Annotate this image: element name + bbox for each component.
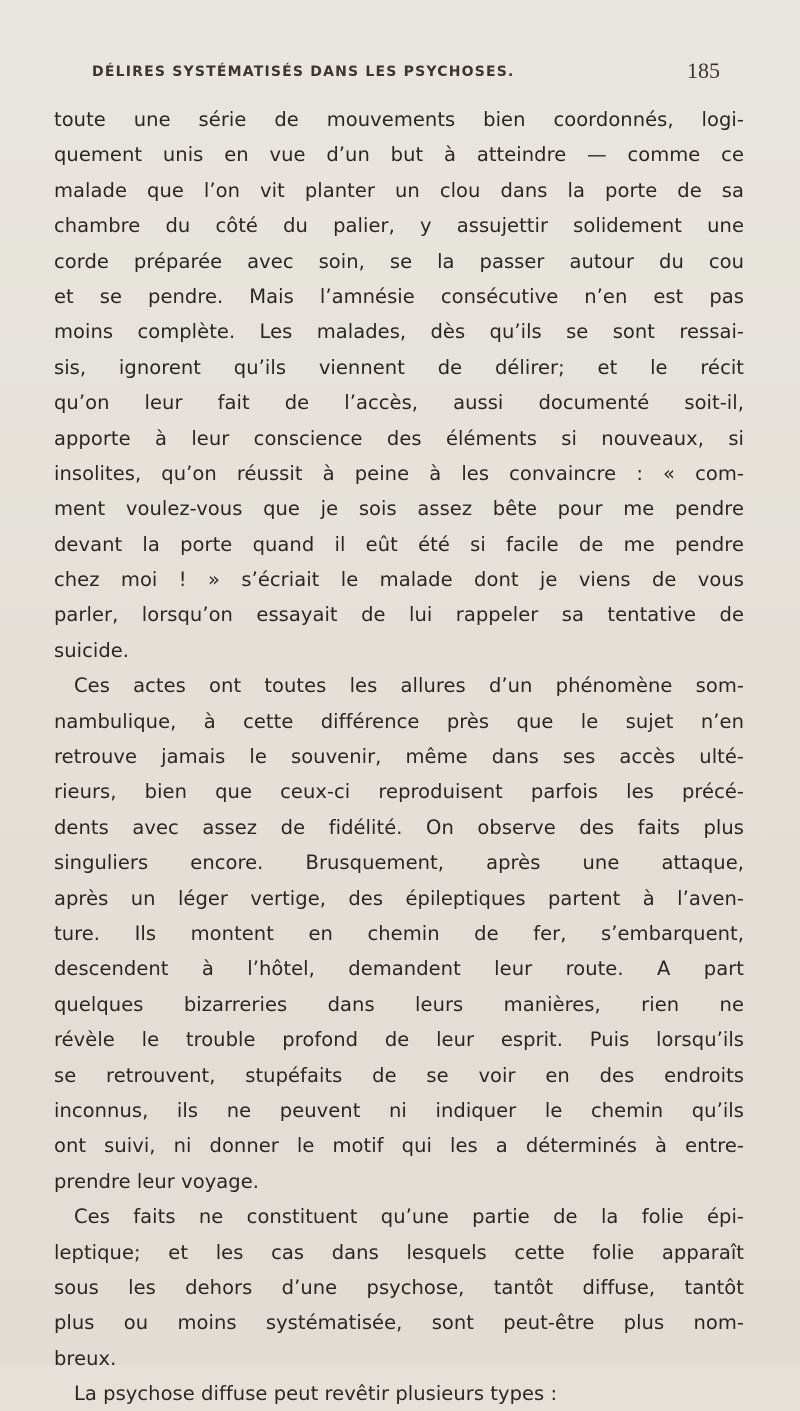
text-line: La psychose diffuse peut revêtir plusieurs types : xyxy=(74,1382,558,1406)
text-line: chez moi ! » s’écriait le malade dont je viens de vous xyxy=(54,568,744,592)
text-line: devant la porte quand il eût été si facile de me pendre xyxy=(54,532,744,556)
running-title: DÉLIRES SYSTÉMATISÉS DANS LES PSYCHOSES. xyxy=(92,64,515,80)
text-line: rieurs, bien que ceux-ci reproduisent parfois les précé- xyxy=(54,780,744,804)
text-line: parler, lorsqu’on essayait de lui rappeler sa tentative de xyxy=(54,603,744,627)
text-line: sis, ignorent qu’ils viennent de délirer; et le récit xyxy=(54,355,744,379)
text-line: se retrouvent, stupéfaits de se voir en des endroits xyxy=(54,1063,744,1087)
text-line: retrouve jamais le souvenir, même dans ses accès ulté- xyxy=(54,745,744,769)
text-line: toute une série de mouvements bien coordonnés, logi- xyxy=(54,108,744,131)
text-line: plus ou moins systématisée, sont peut-être plus nom- xyxy=(54,1311,744,1335)
text-line: qu’on leur fait de l’accès, aussi documenté soit-il, xyxy=(54,391,744,415)
text-line: inconnus, ils ne peuvent ni indiquer le chemin qu’ils xyxy=(54,1098,744,1122)
text-line: chambre du côté du palier, y assujettir solidement une xyxy=(54,214,744,238)
text-line: apporte à leur conscience des éléments si nouveaux, si xyxy=(54,426,744,450)
body-text xyxy=(54,102,744,1411)
text-line: insolites, qu’on réussit à peine à les convaincre : « com- xyxy=(54,461,744,485)
text-line: ture. Ils montent en chemin de fer, s’embarquent, xyxy=(54,921,744,945)
text-line: quelques bizarreries dans leurs manières, rien ne xyxy=(54,992,744,1016)
text-line: leptique; et les cas dans lesquels cette folie apparaît xyxy=(54,1240,744,1264)
text-line: et se pendre. Mais l’amnésie consécutive n’en est pas xyxy=(54,284,744,308)
text-line: singuliers encore. Brusquement, après une attaque, xyxy=(54,851,744,875)
page-number: 185 xyxy=(687,58,720,83)
text-line: quement unis en vue d’un but à atteindre — comme ce xyxy=(54,143,744,167)
text-line: descendent à l’hôtel, demandent leur route. A part xyxy=(54,957,744,981)
text-line: corde préparée avec soin, se la passer autour du cou xyxy=(54,249,744,273)
text-line: dents avec assez de fidélité. On observe des faits plus xyxy=(54,815,744,839)
text-line: nambulique, à cette différence près que le sujet n’en xyxy=(54,709,744,733)
text-line: Ces actes ont toutes les allures d’un phénomène som- xyxy=(74,674,744,698)
text-line: prendre leur voyage. xyxy=(54,1169,260,1193)
text-line: ment voulez-vous que je sois assez bête pour me pendre xyxy=(54,497,744,521)
text-line: suicide. xyxy=(54,638,130,662)
text-line: sous les dehors d’une psychose, tantôt diffuse, tantôt xyxy=(54,1275,744,1299)
text-line: breux. xyxy=(54,1346,117,1370)
text-line: malade que l’on vit planter un clou dans la porte de sa xyxy=(54,178,744,202)
text-line: moins complète. Les malades, dès qu’ils se sont ressai- xyxy=(54,320,744,344)
running-head xyxy=(92,58,720,88)
text-line: Ces faits ne constituent qu’une partie de la folie épi- xyxy=(74,1205,744,1229)
text-line: révèle le trouble profond de leur esprit. Puis lorsqu’ils xyxy=(54,1028,744,1052)
text-line: ont suivi, ni donner le motif qui les a déterminés à entre- xyxy=(54,1134,744,1158)
text-line: après un léger vertige, des épileptiques partent à l’aven- xyxy=(54,886,744,910)
